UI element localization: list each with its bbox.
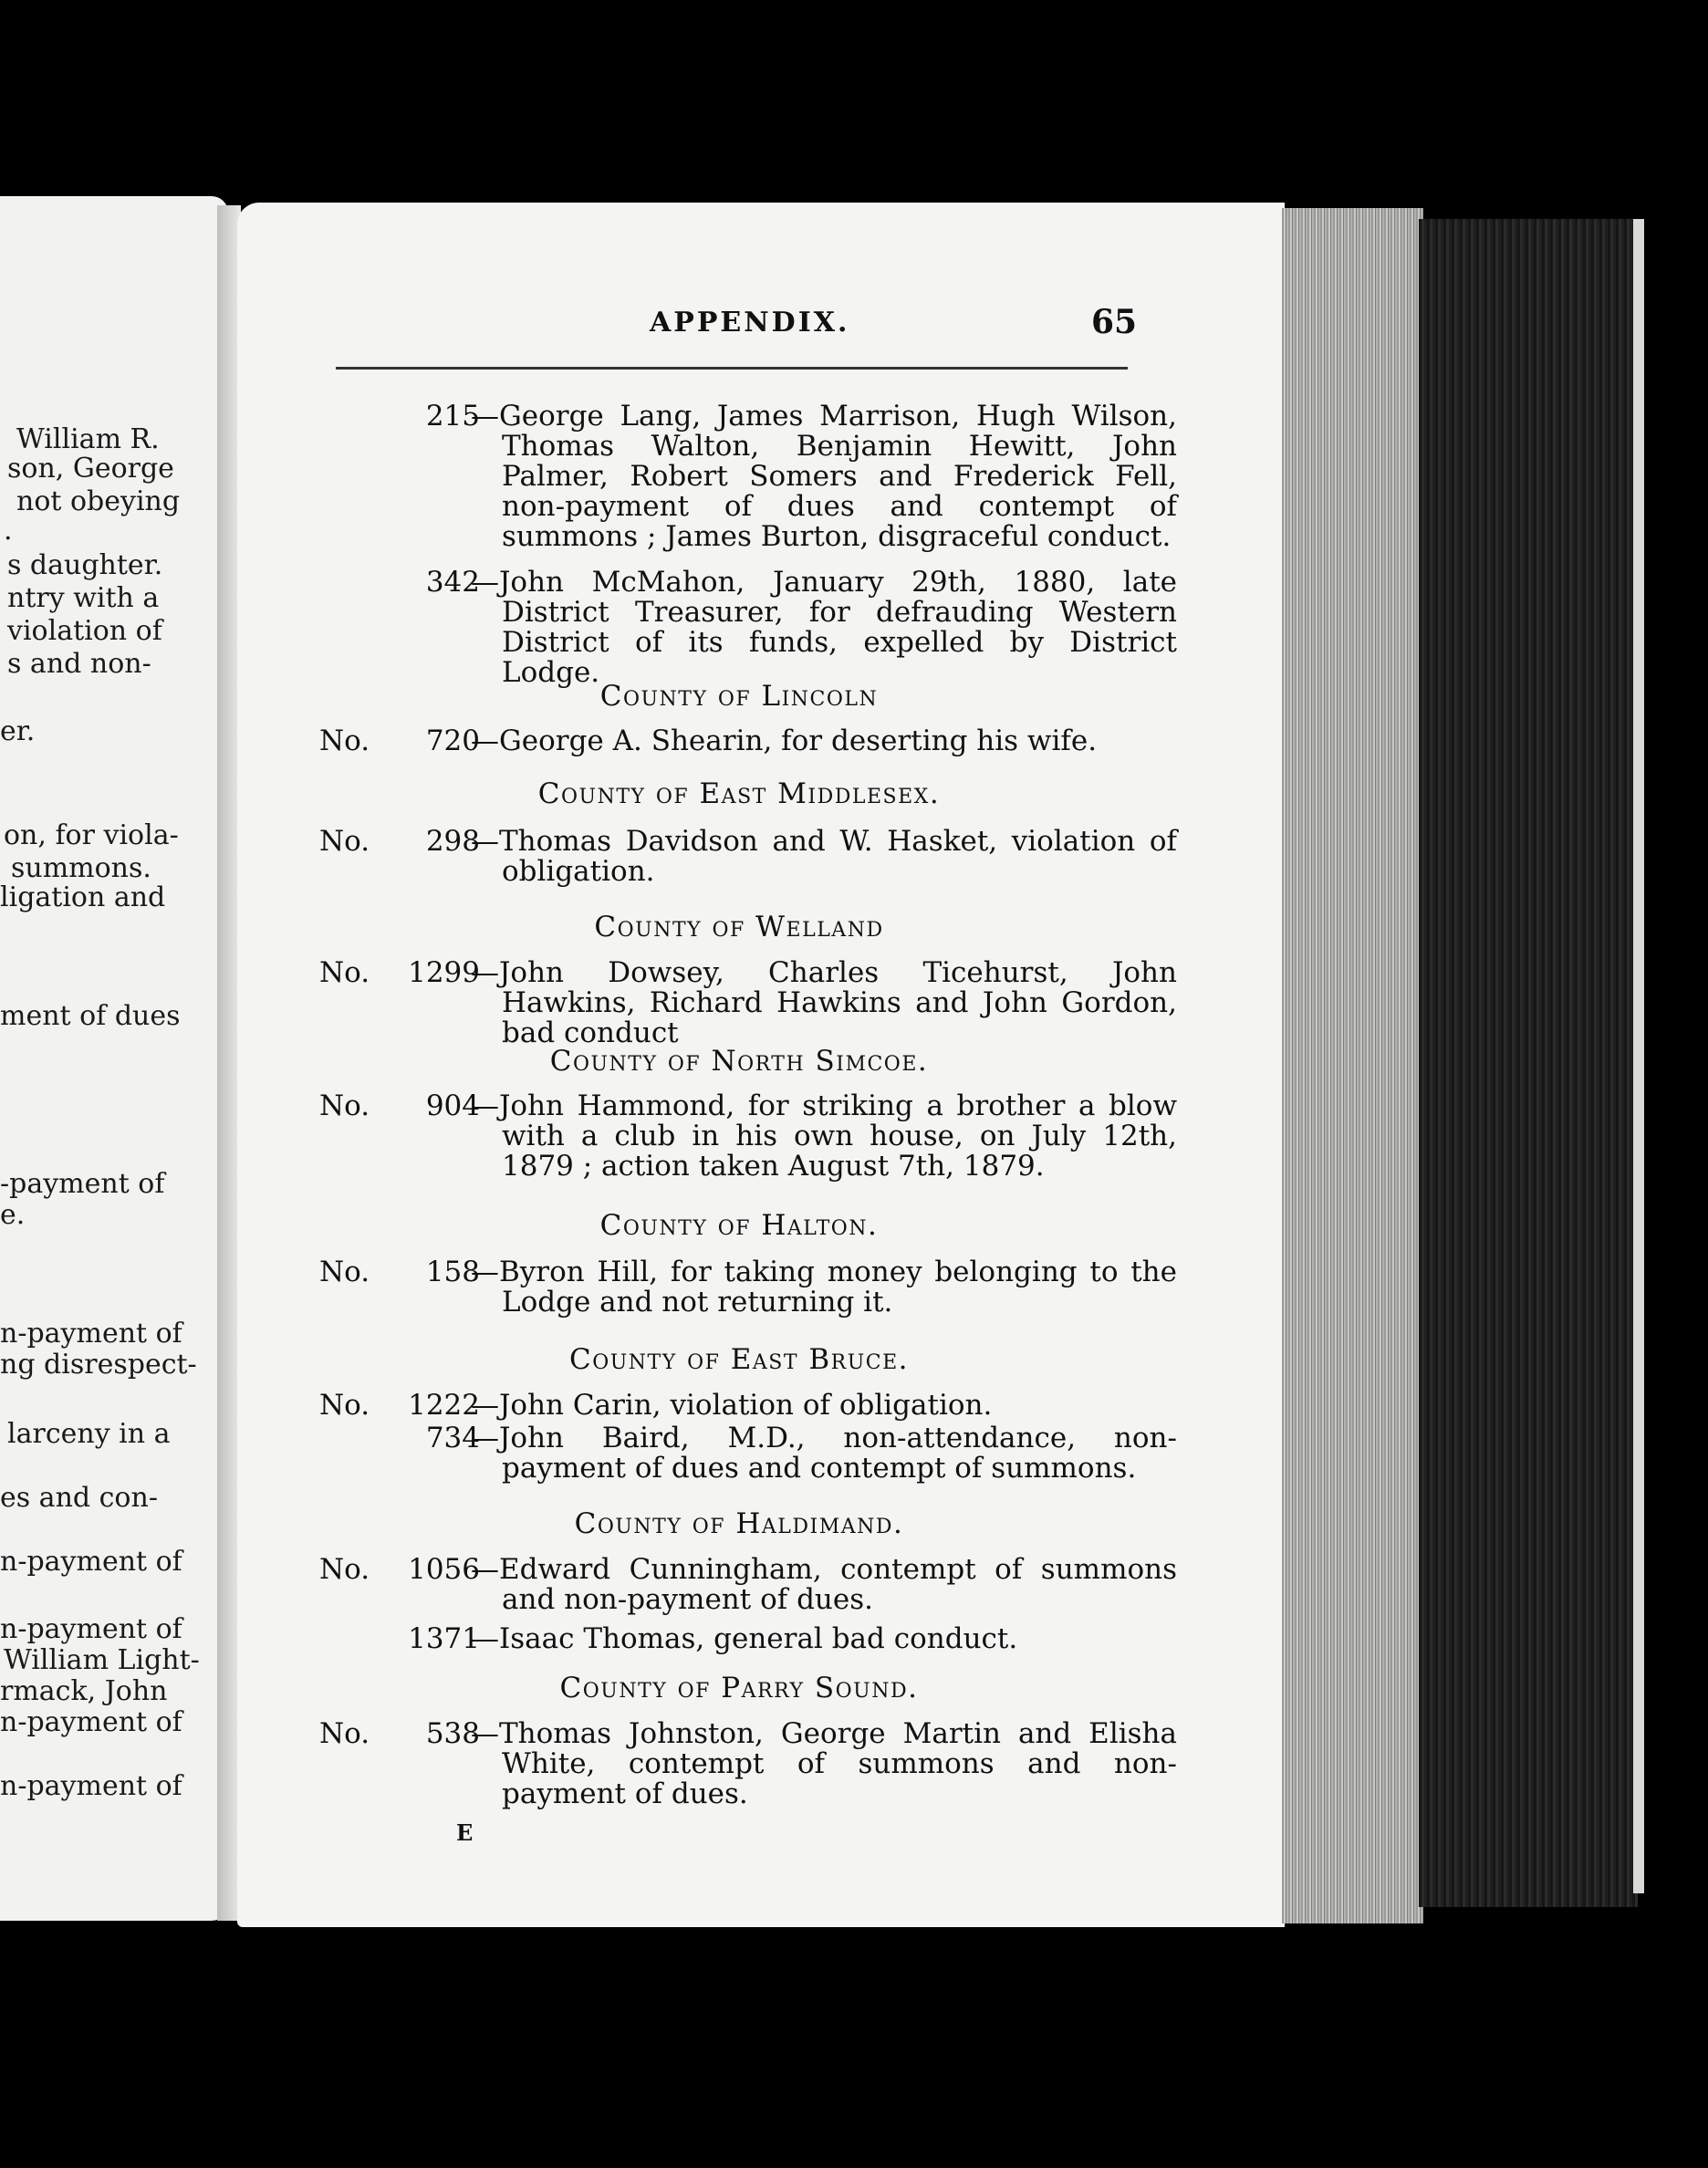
entry-prefix: No. bbox=[319, 956, 370, 989]
section-heading: County of Haldimand. bbox=[574, 1507, 904, 1540]
lodge-number: 1371 bbox=[408, 1622, 480, 1655]
lodge-number: 158 bbox=[425, 1256, 480, 1288]
entry-text: —John Dowsey, Charles Ticehurst, John Hawkins, Richard Hawkins and John Gordon, bad conduct bbox=[471, 956, 1177, 1049]
entry-prefix: No. bbox=[319, 825, 370, 858]
left-page-fragment: on, for viola- bbox=[4, 819, 179, 851]
page-edges bbox=[1282, 208, 1423, 1923]
entry-text: —George A. Shearin, for deserting his wife. bbox=[471, 724, 1098, 757]
section-heading: County of East Middlesex. bbox=[537, 777, 941, 810]
list-item bbox=[319, 1089, 1177, 1183]
left-page-fragment: n-payment of bbox=[0, 1546, 182, 1578]
entry-text: —Isaac Thomas, general bad conduct. bbox=[471, 1622, 1018, 1655]
left-page-fragment: violation of bbox=[7, 615, 162, 647]
left-page-fragment: summons. bbox=[11, 852, 151, 884]
section-heading: County of Parry Sound. bbox=[559, 1672, 919, 1704]
left-page-fragment: . bbox=[4, 515, 13, 547]
left-page-fragment: n-payment of bbox=[0, 1613, 182, 1645]
left-page-fragment: es and con- bbox=[0, 1482, 158, 1514]
entry-prefix: No. bbox=[319, 1256, 370, 1288]
left-page-fragment: n-payment of bbox=[0, 1318, 182, 1350]
section-heading: County of East Bruce. bbox=[568, 1343, 909, 1376]
running-header: APPENDIX. bbox=[650, 307, 850, 339]
list-item bbox=[319, 956, 1177, 1049]
list-item bbox=[319, 566, 1177, 689]
entry-prefix: No. bbox=[319, 1389, 370, 1422]
entry-text: —John Baird, M.D., non-attendance, non-payment of dues and contempt of summons. bbox=[471, 1422, 1177, 1485]
entry-prefix: No. bbox=[319, 1553, 370, 1586]
left-page-fragment: not obeying bbox=[16, 485, 181, 517]
lodge-number: 298 bbox=[425, 825, 480, 858]
section-heading: County of Halton. bbox=[599, 1209, 879, 1242]
left-page-fragment: larceny in a bbox=[7, 1418, 171, 1450]
left-page-fragment: s daughter. bbox=[7, 549, 163, 581]
list-item bbox=[319, 825, 1177, 891]
list-item bbox=[319, 726, 1131, 763]
entry-text: —Thomas Davidson and W. Hasket, violation of obligation. bbox=[471, 825, 1177, 888]
left-page-fragment: William R. bbox=[16, 423, 160, 455]
entry-prefix: No. bbox=[319, 1089, 370, 1122]
left-page-fragment: e. bbox=[0, 1199, 26, 1231]
lodge-number: 342 bbox=[425, 566, 480, 599]
left-page-fragment: son, George bbox=[7, 453, 174, 485]
lodge-number: 1222 bbox=[408, 1389, 480, 1422]
list-item bbox=[319, 1553, 1177, 1619]
lodge-number: 1299 bbox=[408, 956, 480, 989]
signature-mark: E bbox=[456, 1819, 474, 1846]
lodge-number: 904 bbox=[425, 1089, 480, 1122]
left-page-fragment: ligation and bbox=[0, 881, 166, 913]
left-page-fragment: ntry with a bbox=[7, 582, 160, 614]
left-page-fragment: ng disrespect- bbox=[0, 1349, 197, 1381]
left-page-fragment: ment of dues bbox=[0, 1000, 181, 1032]
entry-text: —John McMahon, January 29th, 1880, late District Treasurer, for defrauding Western District of its funds, expelled by District Lodge. bbox=[471, 566, 1177, 689]
entry-text: —Edward Cunningham, contempt of summons and non-payment of dues. bbox=[471, 1553, 1177, 1616]
left-page-fragment: n-payment of bbox=[0, 1706, 182, 1738]
entry-prefix: No. bbox=[319, 724, 370, 757]
list-item bbox=[319, 1422, 1177, 1487]
entry-text: —George Lang, James Marrison, Hugh Wilson, Thomas Walton, Benjamin Hewitt, John Palmer, Robert Somers and Frederick Fell, non-payment of dues and contempt of summons ; James Burton, disgraceful conduct. bbox=[471, 400, 1177, 553]
section-heading: County of North Simcoe. bbox=[549, 1045, 929, 1078]
entry-text: —Byron Hill, for taking money belonging to the Lodge and not returning it. bbox=[471, 1256, 1177, 1319]
left-page bbox=[0, 196, 228, 1921]
header-rule bbox=[336, 367, 1128, 370]
section-heading: County of Lincoln bbox=[599, 680, 879, 713]
section-heading: County of Welland bbox=[594, 911, 884, 943]
left-page-fragment: er. bbox=[0, 715, 36, 747]
lodge-number: 215 bbox=[425, 400, 480, 433]
book-cover-rim bbox=[1633, 219, 1644, 1893]
page-number: 65 bbox=[1091, 303, 1138, 341]
lodge-number: 720 bbox=[425, 724, 480, 757]
entry-prefix: No. bbox=[319, 1717, 370, 1750]
left-page-fragment: rmack, John bbox=[0, 1675, 168, 1707]
lodge-number: 538 bbox=[425, 1717, 480, 1750]
lodge-number: 1056 bbox=[408, 1553, 480, 1586]
left-page-fragment: s and non- bbox=[7, 648, 151, 680]
left-page-fragment: -payment of bbox=[0, 1168, 165, 1200]
list-item bbox=[319, 1717, 1177, 1810]
left-page-fragment: William Light- bbox=[4, 1644, 200, 1676]
entry-text: —John Hammond, for striking a brother a blow with a club in his own house, on July 12th, 1879 ; action taken August 7th, 1879. bbox=[471, 1089, 1177, 1183]
left-page-fragment: n-payment of bbox=[0, 1770, 182, 1802]
list-item bbox=[319, 400, 1177, 557]
lodge-number: 734 bbox=[425, 1422, 480, 1454]
list-item bbox=[319, 1624, 1131, 1661]
entry-text: —John Carin, violation of obligation. bbox=[471, 1389, 993, 1422]
entry-text: —Thomas Johnston, George Martin and Elisha White, contempt of summons and non-payment of dues. bbox=[471, 1717, 1177, 1810]
book-cover-edge bbox=[1419, 219, 1638, 1907]
list-item bbox=[319, 1256, 1177, 1321]
